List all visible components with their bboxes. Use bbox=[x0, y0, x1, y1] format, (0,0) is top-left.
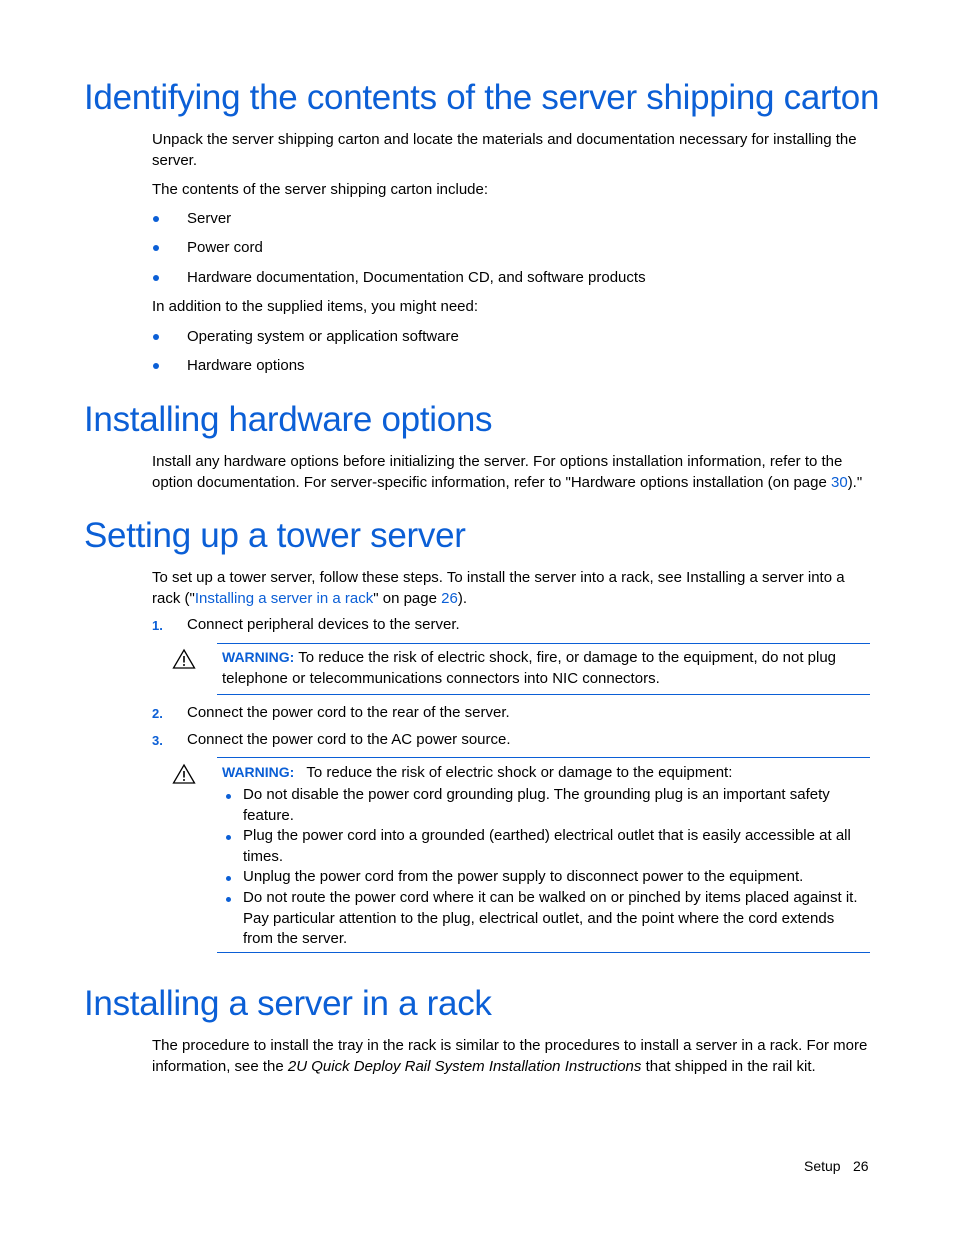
bullet-icon bbox=[226, 835, 231, 840]
step-number: 1. bbox=[152, 618, 163, 633]
bullet-icon bbox=[226, 876, 231, 881]
bullet-icon bbox=[153, 245, 159, 251]
tower-server-paragraph bbox=[152, 568, 872, 609]
list-item: Hardware options bbox=[187, 357, 305, 374]
warning-list-item: Unplug the power cord from the power supply to disconnect power to the equipment. bbox=[243, 868, 804, 885]
warning-triangle-icon bbox=[172, 763, 196, 785]
page-link-26[interactable]: 26 bbox=[441, 589, 458, 607]
footer-section-name: Setup bbox=[804, 1158, 841, 1174]
step-text: Connect the power cord to the rear of the server. bbox=[187, 704, 510, 721]
warning-label: WARNING: bbox=[222, 649, 295, 665]
step-number: 2. bbox=[152, 706, 163, 721]
bullet-icon bbox=[153, 216, 159, 222]
document-title-reference: 2U Quick Deploy Rail System Installation Instructions bbox=[287, 1057, 642, 1075]
footer-page-number: 26 bbox=[853, 1158, 869, 1174]
warning-list-item: Do not route the power cord where it can be walked on or pinched by items placed against it. Pay particular attention to the plug, electrical outlet, and the point where the cord extends from the server. bbox=[243, 889, 858, 947]
bullet-icon bbox=[153, 334, 159, 340]
link-installing-server-in-rack[interactable]: Installing a server in a rack bbox=[194, 589, 374, 607]
section-title-tower-server: Setting up a tower server bbox=[84, 516, 466, 555]
list-item: Operating system or application software bbox=[187, 328, 459, 345]
bullet-icon bbox=[153, 363, 159, 369]
bullet-icon bbox=[226, 794, 231, 799]
paragraph-text: Install any hardware options before initializing the server. For options installation information, refer to the option documentation. For server-specific information, refer to "Hardware options installation (on page bbox=[152, 453, 843, 491]
warning-list-item: Plug the power cord into a grounded (earthed) electrical outlet that is easily accessible at all times. bbox=[243, 827, 851, 865]
step-text: Connect peripheral devices to the server. bbox=[187, 616, 460, 633]
page-link-30[interactable]: 30 bbox=[831, 473, 848, 491]
paragraph-text: To set up a tower server, follow these steps. To install the server into a rack, see Installing a server into a rack (" bbox=[152, 569, 845, 607]
paragraph-text: " on page bbox=[373, 589, 442, 607]
hardware-options-paragraph bbox=[152, 452, 872, 493]
warning-text bbox=[222, 762, 867, 784]
paragraph-text: The procedure to install the tray in the rack is similar to the procedures to install a server in a rack. For more information, see the bbox=[152, 1037, 868, 1075]
warning-body: To reduce the risk of electric shock, fire, or damage to the equipment, do not plug telephone or telecommunications connectors into NIC connectors. bbox=[222, 649, 837, 687]
contents-intro: The contents of the server shipping carton include: bbox=[152, 181, 489, 198]
warning-label: WARNING: bbox=[222, 764, 295, 780]
rack-paragraph bbox=[152, 1036, 872, 1077]
paragraph-text: ). bbox=[457, 589, 467, 607]
warning-list-item: Do not disable the power cord grounding plug. The grounding plug is an important safety feature. bbox=[243, 786, 830, 824]
list-item: Server bbox=[187, 210, 232, 227]
warning-triangle-icon bbox=[172, 648, 196, 670]
shipping-carton-intro: Unpack the server shipping carton and locate the materials and documentation necessary for installing the server. bbox=[152, 131, 857, 169]
bullet-icon bbox=[153, 275, 159, 281]
bullet-icon bbox=[226, 897, 231, 902]
section-title-server-in-rack: Installing a server in a rack bbox=[84, 984, 492, 1023]
paragraph-text: that shipped in the rail kit. bbox=[641, 1057, 816, 1075]
step-text: Connect the power cord to the AC power source. bbox=[187, 731, 511, 748]
list-item: Power cord bbox=[187, 239, 263, 256]
list-item: Hardware documentation, Documentation CD, and software products bbox=[187, 269, 646, 286]
warning-body: To reduce the risk of electric shock or damage to the equipment: bbox=[306, 764, 733, 781]
warning-text bbox=[222, 647, 867, 689]
paragraph-text: )." bbox=[847, 473, 863, 491]
step-number: 3. bbox=[152, 733, 163, 748]
additional-intro: In addition to the supplied items, you might need: bbox=[152, 298, 479, 315]
section-title-shipping-carton: Identifying the contents of the server shipping carton bbox=[84, 78, 880, 117]
section-title-hardware-options: Installing hardware options bbox=[84, 400, 493, 439]
